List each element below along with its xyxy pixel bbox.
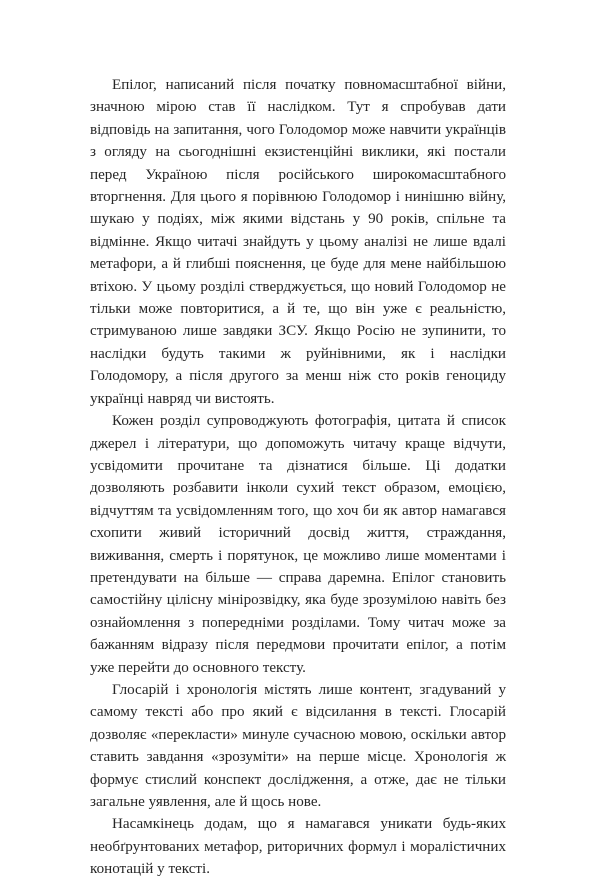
book-page-text xyxy=(90,74,506,881)
paragraph-glossary-chronology: Глосарій і хронологія містять лише контент, згадуваний у самому тексті або про який є відсилання в тексті. Глосарій дозволяє «перекласти» минуле сучасною мовою, оскільки автор ставить завдання «зрозуміти» на перше місце. Хронологія ж формує стислий конспект дослідження, а отже, дає не тільки загальне уявлення, але й щось нове. xyxy=(90,681,506,810)
paragraph-conclusion: Насамкінець додам, що я намагався уникати будь-яких необґрунтованих метафор, риторичних формул і моралістичних конотацій у тексті. xyxy=(90,816,506,878)
paragraph-epilogue: Епілог, написаний після початку повномасштабної війни, значною мірою став її наслідком. Тут я спробував дати відповідь на запитання, чого Голодомор може навчити українців з огляду на сьогоднішні екзистенційні виклики, які постали перед Україною після російського широкомасштабного вторгнення. Для цього я порівнюю Голодомор і нинішню війну, шукаю у подіях, між якими відстань у 90 років, спільне та відмінне. Якщо читачі знайдуть у цьому аналізі не лише вдалі метафори, а й глибші пояснення, це буде для мене найбільшою втіхою. У цьому розділі стверджується, що новий Голодомор не тільки може повторитися, а й те, що він уже є реальністю, стримуваною лише завдяки ЗСУ. Якщо Росію не зупинити, то наслідки будуть такими ж руйнівними, як і наслідки Голодомору, а після другого за менш ніж сто років геноциду українці навряд чи вистоять. xyxy=(90,77,506,407)
paragraph-chapter-supplements: Кожен розділ супроводжують фотографія, цитата й список джерел і літератури, що допоможуть читачу краще відчути, усвідомити прочитане та дізнатися більше. Ці додатки дозволяють розбавити інколи сухий текст образом, емоцією, відчуттям та усвідомленням того, що хоч би як автор намагався схопити живий історичний досвід життя, страждання, виживання, смерть і порятунок, це можливо лише моментами і претендувати на більше — справа даремна. Епілог становить самостійну цілісну мінірозвідку, яка буде зрозумілою навіть без ознайомлення з попередніми розділами. Тому читач може за бажанням відразу після передмови прочитати епілог, а потім уже перейти до основного тексту. xyxy=(90,413,506,676)
